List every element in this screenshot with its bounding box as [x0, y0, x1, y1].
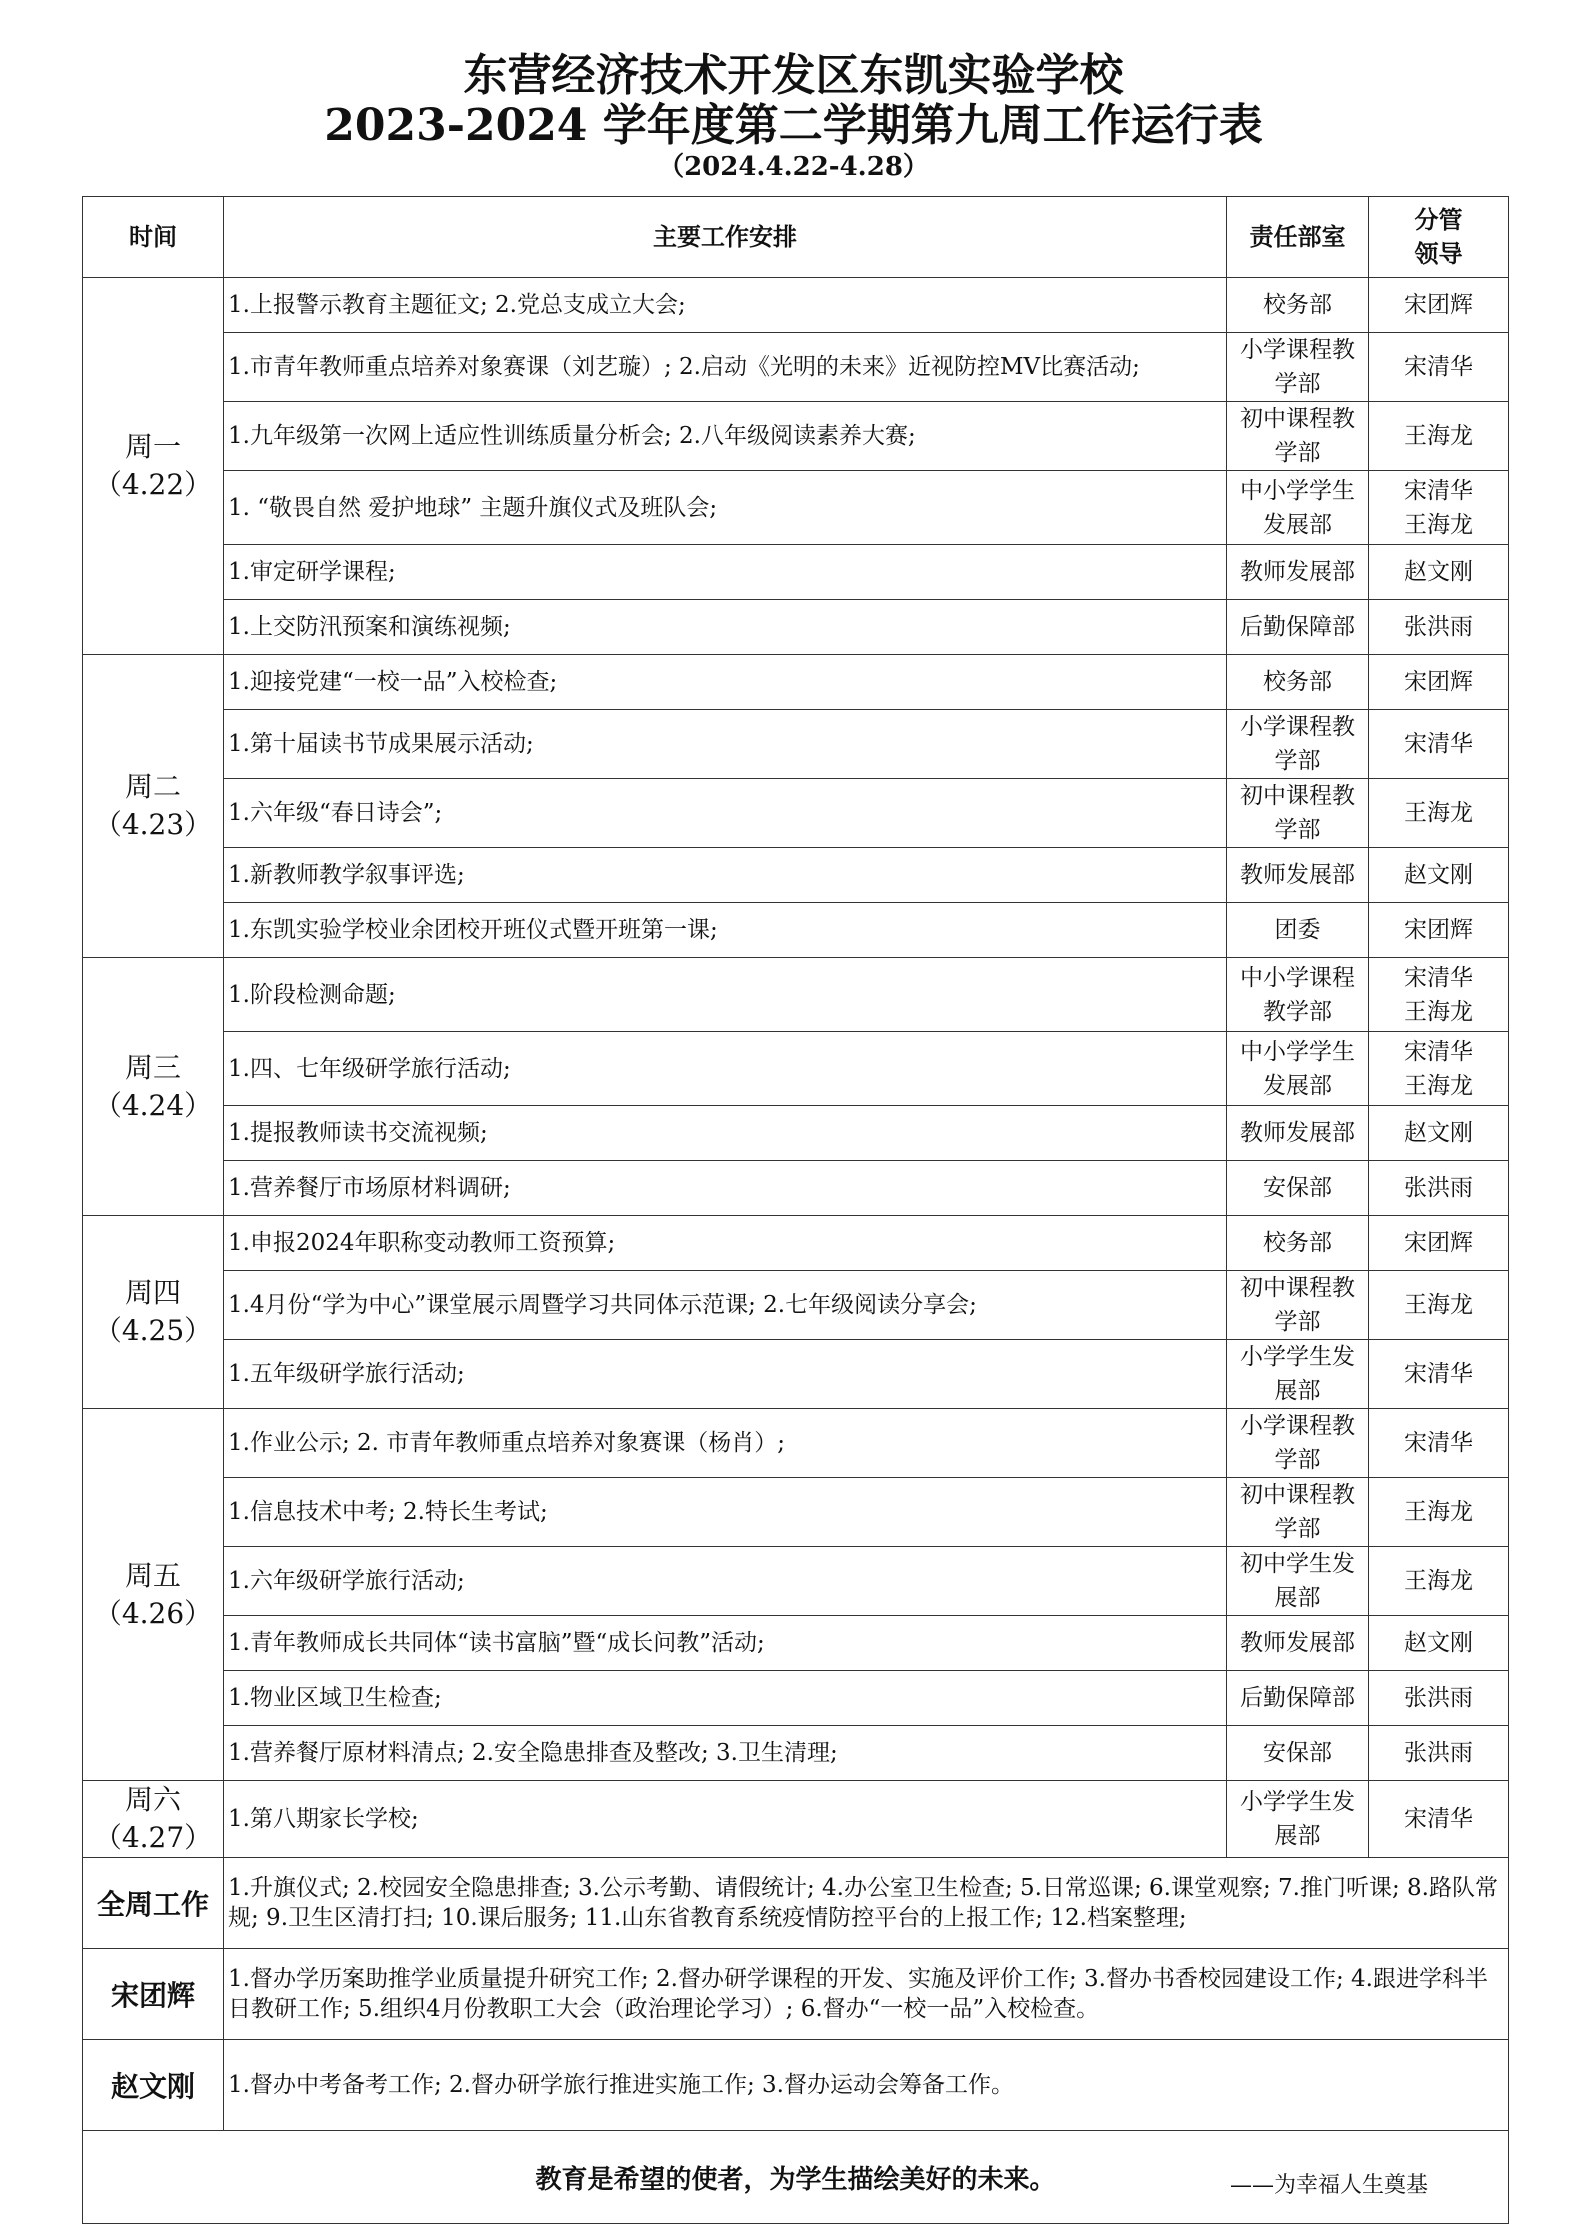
task-cell: 1.信息技术中考; 2.特长生考试; — [224, 1478, 1227, 1547]
schedule-row — [83, 402, 1509, 471]
schedule-row — [83, 655, 1509, 710]
schedule-row — [83, 1106, 1509, 1161]
task-cell: 1.营养餐厅原材料清点; 2.安全隐患排查及整改; 3.卫生清理; — [224, 1726, 1227, 1781]
lead-cell: 王海龙 — [1369, 1478, 1509, 1547]
weekly-work-row — [83, 1858, 1509, 1949]
schedule-row — [83, 1547, 1509, 1616]
dept-cell: 小学学生发展部 — [1227, 1781, 1369, 1858]
day-label: 周六 — [124, 1783, 181, 1816]
schedule-row — [83, 1671, 1509, 1726]
dept-cell: 中小学课程 教学部 — [1227, 958, 1369, 1032]
task-cell: 1.九年级第一次网上适应性训练质量分析会; 2.八年级阅读素养大赛; — [224, 402, 1227, 471]
task-cell: 1.第八期家长学校; — [224, 1781, 1227, 1858]
lead-cell: 宋团辉 — [1369, 278, 1509, 333]
day-label: 周五 — [124, 1558, 181, 1592]
schedule-row — [83, 1161, 1509, 1216]
day-label: 周四 — [124, 1276, 181, 1309]
lead-cell: 宋清华 — [1369, 710, 1509, 779]
schedule-row — [83, 1781, 1509, 1858]
weekly-work-text: 1.升旗仪式; 2.校园安全隐患排查; 3.公示考勤、请假统计; 4.办公室卫生检查; 5.日常巡课; 6.课堂观察; 7.推门听课; 8.路队常规; 9.卫生区清打扫; 10.课后服务; 11.山东省教育系统疫情防控平台的上报工作; 12.档案整理; — [224, 1858, 1509, 1949]
dept-cell: 团委 — [1227, 903, 1369, 958]
header-work: 主要工作安排 — [224, 197, 1227, 278]
schedule-row — [83, 1409, 1509, 1478]
lead-cell: 宋清华 — [1369, 1340, 1509, 1409]
lead-cell: 宋团辉 — [1369, 1216, 1509, 1271]
dept-cell: 初中学生发展部 — [1227, 1547, 1369, 1616]
day-label: 周二 — [124, 770, 181, 803]
dept-cell: 后勤保障部 — [1227, 600, 1369, 655]
lead-cell: 王海龙 — [1369, 1271, 1509, 1340]
lead-cell: 王海龙 — [1369, 779, 1509, 848]
leader-zhao-text: 1.督办中考备考工作; 2.督办研学旅行推进实施工作; 3.督办运动会筹备工作。 — [224, 2040, 1509, 2131]
task-cell: 1.六年级研学旅行活动; — [224, 1547, 1227, 1616]
schedule-row — [83, 779, 1509, 848]
task-cell: 1.市青年教师重点培养对象赛课（刘艺璇）; 2.启动《光明的未来》近视防控MV比赛活动; — [224, 333, 1227, 402]
task-cell: 1.审定研学课程; — [224, 545, 1227, 600]
leader-row-zhao — [83, 2040, 1509, 2131]
dept-cell: 教师发展部 — [1227, 1616, 1369, 1671]
leader-song-label: 宋团辉 — [83, 1949, 224, 2040]
task-cell: 1.阶段检测命题; — [224, 958, 1227, 1032]
lead-cell: 王海龙 — [1369, 402, 1509, 471]
dept-cell: 中小学学生 发展部 — [1227, 1032, 1369, 1106]
day-label: 周一 — [124, 430, 181, 463]
weekly-work-label: 全周工作 — [83, 1858, 224, 1949]
dept-cell: 初中课程教学部 — [1227, 402, 1369, 471]
lead-cell: 赵文刚 — [1369, 1106, 1509, 1161]
dept-cell: 校务部 — [1227, 278, 1369, 333]
schedule-row — [83, 903, 1509, 958]
dept-cell: 初中课程教学部 — [1227, 1478, 1369, 1547]
task-cell: 1.第十届读书节成果展示活动; — [224, 710, 1227, 779]
task-cell: 1.上交防汛预案和演练视频; — [224, 600, 1227, 655]
header-time: 时间 — [83, 197, 224, 278]
task-cell: 1.五年级研学旅行活动; — [224, 1340, 1227, 1409]
lead-cell: 宋清华 — [1369, 1781, 1509, 1858]
dept-cell: 小学课程教学部 — [1227, 710, 1369, 779]
schedule-row — [83, 1340, 1509, 1409]
lead-cell: 赵文刚 — [1369, 545, 1509, 600]
dept-cell: 初中课程教学部 — [1227, 1271, 1369, 1340]
lead-cell: 赵文刚 — [1369, 848, 1509, 903]
task-cell: 1.上报警示教育主题征文; 2.党总支成立大会; — [224, 278, 1227, 333]
schedule-row — [83, 278, 1509, 333]
motto-text: 教育是希望的使者，为学生描绘美好的未来。 — [83, 2131, 1509, 2224]
lead-cell: 宋清华 王海龙 — [1369, 471, 1509, 545]
header-lead: 分管 领导 — [1369, 197, 1509, 278]
task-cell: 1.物业区域卫生检查; — [224, 1671, 1227, 1726]
lead-cell: 张洪雨 — [1369, 1726, 1509, 1781]
schedule-row — [83, 471, 1509, 545]
task-cell: 1.东凯实验学校业余团校开班仪式暨开班第一课; — [224, 903, 1227, 958]
dept-cell: 小学课程教学部 — [1227, 333, 1369, 402]
schedule-row — [83, 1271, 1509, 1340]
schedule-row — [83, 1726, 1509, 1781]
day-date: （4.26） — [93, 1596, 213, 1630]
schedule-row — [83, 1032, 1509, 1106]
day-date: （4.24） — [93, 1088, 213, 1122]
lead-cell: 宋团辉 — [1369, 903, 1509, 958]
dept-cell: 安保部 — [1227, 1161, 1369, 1216]
schedule-row — [83, 1478, 1509, 1547]
day-cell — [83, 958, 224, 1216]
day-label: 周三 — [124, 1050, 181, 1084]
schedule-row — [83, 958, 1509, 1032]
day-date: （4.22） — [93, 468, 213, 501]
task-cell: 1.提报教师读书交流视频; — [224, 1106, 1227, 1161]
task-cell: 1. “敬畏自然 爱护地球” 主题升旗仪式及班队会; — [224, 471, 1227, 545]
table-header-row — [83, 197, 1509, 278]
day-date: （4.27） — [93, 1821, 213, 1854]
task-cell: 1.迎接党建“一校一品”入校检查; — [224, 655, 1227, 710]
school-name-title: 东营经济技术开发区东凯实验学校 — [463, 50, 1124, 101]
date-range: （2024.4.22-4.28） — [658, 152, 929, 182]
task-cell: 1.4月份“学为中心”课堂展示周暨学习共同体示范课; 2.七年级阅读分享会; — [224, 1271, 1227, 1340]
schedule-row — [83, 600, 1509, 655]
task-cell: 1.作业公示; 2. 市青年教师重点培养对象赛课（杨肖）; — [224, 1409, 1227, 1478]
schedule-row — [83, 333, 1509, 402]
schedule-body — [83, 278, 1509, 2224]
dept-cell: 后勤保障部 — [1227, 1671, 1369, 1726]
lead-cell: 宋清华 — [1369, 1409, 1509, 1478]
leader-row-song — [83, 1949, 1509, 2040]
dept-cell: 校务部 — [1227, 1216, 1369, 1271]
lead-cell: 宋清华 — [1369, 333, 1509, 402]
lead-cell: 张洪雨 — [1369, 1161, 1509, 1216]
schedule-row — [83, 1616, 1509, 1671]
day-date: （4.25） — [93, 1314, 213, 1347]
work-schedule-table — [82, 196, 1509, 2224]
dept-cell: 校务部 — [1227, 655, 1369, 710]
lead-cell: 张洪雨 — [1369, 1671, 1509, 1726]
leader-zhao-label: 赵文刚 — [83, 2040, 224, 2131]
dept-cell: 教师发展部 — [1227, 848, 1369, 903]
day-cell — [83, 1409, 224, 1781]
dept-cell: 初中课程教学部 — [1227, 779, 1369, 848]
dept-cell: 小学学生发展部 — [1227, 1340, 1369, 1409]
schedule-row — [83, 710, 1509, 779]
leader-song-text: 1.督办学历案助推学业质量提升研究工作; 2.督办研学课程的开发、实施及评价工作; 3.督办书香校园建设工作; 4.跟进学科半日教研工作; 5.组织4月份教职工大会（政治理论学习）; 6.督办“一校一品”入校检查。 — [224, 1949, 1509, 2040]
lead-cell: 宋团辉 — [1369, 655, 1509, 710]
dept-cell: 中小学学生 发展部 — [1227, 471, 1369, 545]
dept-cell: 安保部 — [1227, 1726, 1369, 1781]
dept-cell: 教师发展部 — [1227, 1106, 1369, 1161]
dept-cell: 小学课程教学部 — [1227, 1409, 1369, 1478]
header-dept: 责任部室 — [1227, 197, 1369, 278]
footer-slogan: ——为幸福人生奠基 — [1230, 2173, 1429, 2198]
task-cell: 1.申报2024年职称变动教师工资预算; — [224, 1216, 1227, 1271]
day-cell — [83, 1216, 224, 1409]
day-cell — [83, 1781, 224, 1858]
lead-cell: 张洪雨 — [1369, 600, 1509, 655]
day-cell — [83, 655, 224, 958]
task-cell: 1.营养餐厅市场原材料调研; — [224, 1161, 1227, 1216]
task-cell: 1.六年级“春日诗会”; — [224, 779, 1227, 848]
dept-cell: 教师发展部 — [1227, 545, 1369, 600]
lead-cell: 宋清华 王海龙 — [1369, 958, 1509, 1032]
schedule-row — [83, 1216, 1509, 1271]
day-cell — [83, 278, 224, 655]
lead-cell: 王海龙 — [1369, 1547, 1509, 1616]
lead-cell: 宋清华 王海龙 — [1369, 1032, 1509, 1106]
day-date: （4.23） — [93, 808, 213, 841]
schedule-row — [83, 545, 1509, 600]
lead-cell: 赵文刚 — [1369, 1616, 1509, 1671]
schedule-title: 2023-2024 学年度第二学期第九周工作运行表 — [324, 100, 1263, 151]
schedule-row — [83, 848, 1509, 903]
task-cell: 1.新教师教学叙事评选; — [224, 848, 1227, 903]
task-cell: 1.青年教师成长共同体“读书富脑”暨“成长问教”活动; — [224, 1616, 1227, 1671]
task-cell: 1.四、七年级研学旅行活动; — [224, 1032, 1227, 1106]
